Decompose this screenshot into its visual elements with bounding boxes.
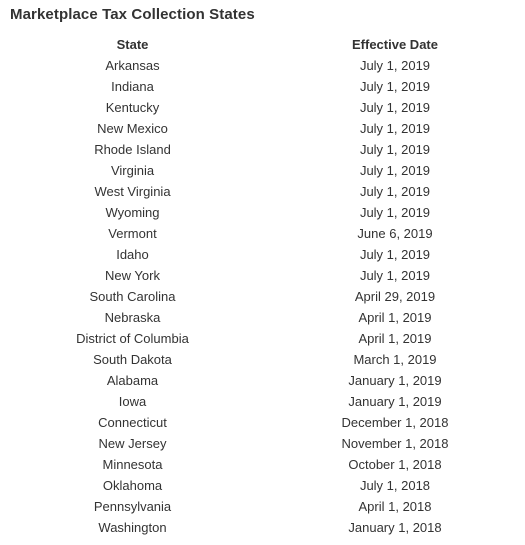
table-row [0, 496, 525, 517]
state-cell: Minnesota [102, 457, 163, 472]
state-cell: Virginia [110, 163, 155, 178]
table-row [0, 244, 525, 265]
effective-date-cell: July 1, 2019 [359, 247, 431, 262]
state-cell: Arkansas [105, 58, 160, 73]
table-row [0, 118, 525, 139]
effective-date-cell: July 1, 2019 [359, 121, 431, 136]
tax-collection-table [0, 34, 525, 538]
state-cell: New Jersey [98, 436, 167, 451]
effective-date-cell: October 1, 2018 [348, 457, 442, 472]
state-cell: Idaho [116, 247, 149, 262]
effective-date-cell: July 1, 2019 [359, 79, 431, 94]
table-row [0, 76, 525, 97]
table-row [0, 370, 525, 391]
page-title: Marketplace Tax Collection States [10, 6, 255, 23]
state-cell: New York [105, 268, 160, 283]
table-row [0, 97, 525, 118]
state-cell: Oklahoma [102, 478, 163, 493]
effective-date-cell: April 1, 2019 [358, 331, 432, 346]
table-row [0, 181, 525, 202]
table-row [0, 391, 525, 412]
state-cell: Iowa [118, 394, 147, 409]
effective-date-cell: July 1, 2019 [359, 100, 431, 115]
effective-date-cell: July 1, 2019 [359, 58, 431, 73]
state-column-header: State [116, 37, 149, 52]
state-cell: Washington [98, 520, 167, 535]
state-cell: New Mexico [97, 121, 168, 136]
effective-date-cell: June 6, 2019 [357, 226, 433, 241]
state-cell: Kentucky [105, 100, 160, 115]
table-row [0, 139, 525, 160]
state-cell: Pennsylvania [93, 499, 172, 514]
table-row [0, 349, 525, 370]
effective-date-cell: March 1, 2019 [353, 352, 437, 367]
state-cell: West Virginia [94, 184, 171, 199]
effective-date-cell: December 1, 2018 [341, 415, 449, 430]
effective-date-cell: April 29, 2019 [354, 289, 436, 304]
table-row [0, 202, 525, 223]
table-row [0, 328, 525, 349]
table-body [0, 55, 525, 538]
table-row [0, 412, 525, 433]
table-row [0, 223, 525, 244]
effective-date-cell: January 1, 2018 [348, 520, 442, 535]
state-cell: Wyoming [105, 205, 160, 220]
table-row [0, 433, 525, 454]
table-row [0, 286, 525, 307]
effective-date-cell: April 1, 2019 [358, 310, 432, 325]
state-cell: Indiana [111, 79, 154, 94]
state-cell: South Carolina [89, 289, 176, 304]
effective-date-cell: January 1, 2019 [348, 373, 442, 388]
table-header-row [0, 34, 525, 55]
effective-date-cell: July 1, 2019 [359, 268, 431, 283]
effective-date-cell: July 1, 2019 [359, 184, 431, 199]
table-row [0, 517, 525, 538]
effective-date-cell: November 1, 2018 [341, 436, 449, 451]
state-cell: South Dakota [93, 352, 172, 367]
effective-date-cell: January 1, 2019 [348, 394, 442, 409]
table-row [0, 475, 525, 496]
effective-date-cell: July 1, 2019 [359, 163, 431, 178]
state-cell: Vermont [108, 226, 157, 241]
effective-date-column-header: Effective Date [352, 37, 438, 52]
state-cell: Rhode Island [94, 142, 171, 157]
state-cell: Nebraska [104, 310, 161, 325]
table-row [0, 265, 525, 286]
effective-date-cell: July 1, 2018 [359, 478, 431, 493]
table-row [0, 307, 525, 328]
table-row [0, 160, 525, 181]
state-cell: Connecticut [98, 415, 167, 430]
effective-date-cell: April 1, 2018 [358, 499, 432, 514]
effective-date-cell: July 1, 2019 [359, 142, 431, 157]
table-row [0, 55, 525, 76]
state-cell: District of Columbia [76, 331, 189, 346]
effective-date-cell: July 1, 2019 [359, 205, 431, 220]
state-cell: Alabama [106, 373, 159, 388]
table-row [0, 454, 525, 475]
